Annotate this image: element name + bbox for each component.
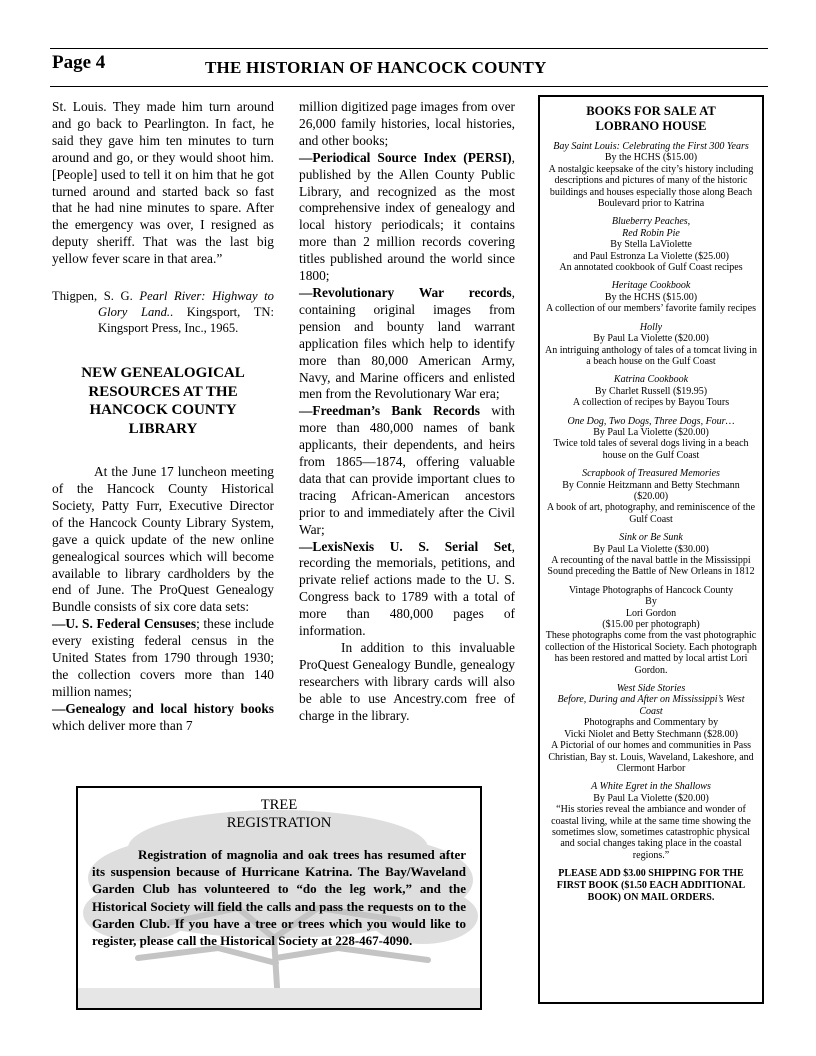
book-title: Scrapbook of Treasured Memories: [582, 468, 720, 480]
book-detail: An intriguing anthology of tales of a tomcat living in a beach house on the Gulf Coast: [545, 344, 757, 367]
book-detail: Lori Gordon: [625, 607, 677, 619]
resource-description: , containing original images from pension and bounty land warrant application files which help to identify more than 80,000 American Army, Navy, and Marine officers and enlisted men from the Revolutionary War era;: [299, 284, 515, 402]
book-detail: A collection of recipes by Bayou Tours: [572, 397, 730, 409]
book-detail: An annotated cookbook of Gulf Coast recipes: [559, 262, 743, 274]
book-detail: By Charlet Russell ($19.95): [594, 385, 708, 397]
resource-description: , recording the memorials, petitions, and private relief actions made to the U. S. Congress back to 1789 with a total of more than 480,000 pages of information.: [299, 538, 515, 639]
book-title: Heritage Cookbook: [611, 280, 691, 292]
resource-description: with more than 480,000 names of bank applicants, their dependents, and heirs from 1865—1874, offering valuable data that can provide important clues to tracing African-American ancestors prior to and immediately after the Civil War;: [299, 403, 516, 537]
book-entry: [545, 781, 757, 861]
biblio-title: Pearl River: Highway to Glory Land.: [98, 289, 274, 320]
resource-item: [299, 539, 515, 640]
book-detail: ($15.00 per photograph): [602, 619, 700, 631]
article-paragraph: At the June 17 luncheon meeting of the Hancock County Historical Society, Patty Furr, Executive Director of the Hancock County Library System, gave a quick update of the new online genealogical sources which will become available to library cardholders by the end of June. The ProQuest Genealogy Bundle consists of six core data sets:: [52, 464, 274, 615]
book-entry: [545, 322, 757, 368]
resource-item: [52, 701, 274, 735]
books-title-line: LOBRANO HOUSE: [595, 119, 707, 133]
book-title: Holly: [639, 321, 663, 333]
story-continuation: St. Louis. They made him turn around and go back to Pearlington. In fact, he said they gave him ten minutes to turn around and go, or they would shoot him. [People] used to tell it on him that he got turned around and started back so fast that he had nine minutes to spare. After the emergency was over, I resigned as deputy sheriff. That was the last big yellow fever scare in that area.”: [52, 99, 274, 267]
resource-name: —Freedman’s Bank Records: [299, 403, 480, 419]
biblio-publisher: . Kingsport, TN: Kingsport Press, Inc., 1965.: [98, 305, 275, 336]
resource-name: —LexisNexis U. S. Serial Set: [299, 538, 512, 554]
heading-line: RESOURCES AT THE: [88, 383, 238, 400]
newsletter-title: THE HISTORIAN OF HANCOCK COUNTY: [205, 58, 547, 77]
book-entry: [545, 280, 757, 314]
resource-name: —U. S. Federal Censuses: [52, 616, 197, 632]
heading-line: LIBRARY: [128, 420, 198, 437]
heading-line: HANCOCK COUNTY: [89, 402, 237, 419]
books-for-sale-box: [538, 95, 764, 1004]
book-detail: Photographs and Commentary by: [583, 717, 719, 729]
header-rule-bottom: [50, 86, 768, 87]
book-detail: These photographs come from the vast photographic collection of the Historical Society. Each photograph has been restored and matted by local artist Lori Gordon.: [545, 630, 757, 676]
book-title: One Dog, Two Dogs, Three Dogs, Four…: [567, 415, 735, 427]
book-entry: [545, 468, 757, 525]
book-detail: By the HCHS ($15.00): [604, 152, 698, 164]
book-detail: and Paul Estronza La Violette ($25.00): [573, 250, 729, 262]
resource-item: [299, 285, 515, 403]
biblio-author: Thigpen, S. G.: [52, 289, 140, 304]
article-heading: [52, 364, 274, 438]
book-detail: A collection of our members’ favorite family recipes: [545, 303, 756, 315]
shipping-note: PLEASE ADD $3.00 SHIPPING FOR THE FIRST BOOK ($1.50 EACH ADDITIONAL BOOK) ON MAIL ORDERS.: [556, 868, 746, 904]
books-box-title: [545, 104, 757, 134]
tree-registration-title: [78, 796, 480, 832]
book-title: Blueberry Peaches,: [611, 216, 691, 228]
book-detail: By Paul La Violette ($20.00): [593, 333, 709, 345]
book-entry: [545, 141, 757, 209]
article-paragraph: In addition to this invaluable ProQuest Genealogy Bundle, genealogy researchers with library cards will also be able to use Ancestry.com free of charge in the library.: [299, 640, 515, 723]
book-detail: By Connie Heitzmann and Betty Stechmann ($20.00): [562, 479, 740, 502]
book-detail: Vicki Niolet and Betty Stechmann ($28.00): [564, 728, 738, 740]
resource-item: [299, 150, 515, 285]
book-entry: [545, 585, 757, 676]
book-detail: A book of art, photography, and reminiscence of the Gulf Coast: [546, 502, 756, 525]
tree-registration-box: [76, 786, 482, 1010]
book-entry: [545, 374, 757, 408]
resource-name: —Genealogy and local history books: [52, 700, 274, 716]
book-entry: [545, 683, 757, 774]
book-entry: [545, 532, 757, 578]
resource-item: [299, 403, 515, 538]
tree-title-line: TREE: [260, 797, 298, 813]
book-detail: Vintage Photographs of Hancock County: [568, 584, 734, 596]
book-title: Bay Saint Louis: Celebrating the First 300 Years: [553, 141, 749, 152]
resource-name: —Periodical Source Index (PERSI): [299, 149, 512, 165]
resource-description: which deliver more than 7: [52, 717, 193, 733]
book-title: A White Egret in the Shallows: [591, 781, 711, 793]
resource-item: [52, 616, 274, 701]
column-middle: [299, 99, 515, 725]
resource-description: , published by the Allen County Public Library, and recognized as the most comprehensive index of genealogy and local history periodicals; it contains more than 2 million records covering titles published around the world since 1800;: [299, 149, 515, 284]
book-detail: By Stella LaViolette: [610, 239, 692, 251]
book-detail: By Paul La Violette ($20.00): [593, 426, 709, 438]
header-rule-top: [50, 48, 768, 49]
book-detail: A recounting of the naval battle in the Mississippi Sound preceding the Battle of New Orleans in 1812: [547, 555, 755, 578]
book-detail: By the HCHS ($15.00): [604, 291, 698, 303]
book-detail: By Paul La Violette ($20.00): [593, 792, 709, 804]
book-subtitle: Red Robin Pie: [622, 227, 680, 239]
page-number: Page 4: [52, 52, 106, 73]
book-detail: Twice told tales of several dogs living in a beach house on the Gulf Coast: [553, 438, 749, 461]
article-paragraph: million digitized page images from over 26,000 family histories, local histories, and other books;: [299, 99, 515, 148]
book-entry: [545, 216, 757, 273]
column-left: [52, 99, 274, 735]
books-list: [545, 141, 757, 861]
books-title-line: BOOKS FOR SALE AT: [586, 104, 716, 118]
book-subtitle: Before, During and After on Mississippi’s West Coast: [557, 694, 745, 717]
book-detail: “His stories reveal the ambiance and wonder of coastal living, while at the same time showing the sometimes slow, sometimes catastrophic physical and social changes taking place in the coastal regions.”: [551, 804, 751, 861]
book-detail: A nostalgic keepsake of the city’s history including descriptions and pictures of many of the historic buildings and houses especially those along Beach Boulevard prior to Katrina: [548, 163, 754, 210]
book-title: West Side Stories: [616, 683, 686, 695]
tree-registration-text: Registration of magnolia and oak trees has resumed after its suspension because of Hurricane Katrina. The Bay/Waveland Garden Club has volunteered to “do the leg work,” and the Historical Society will field the calls and pass the requests on to the Garden Club. If you have a tree or trees which you would like to register, please call the Historical Society at 228-467-4090.: [92, 847, 466, 949]
book-title: Katrina Cookbook: [613, 374, 689, 386]
book-detail: A Pictorial of our homes and communities in Pass Christian, Bay st. Louis, Waveland, Lakeshore, and Clermont Harbor: [548, 740, 754, 774]
book-detail: By Paul La Violette ($30.00): [593, 543, 709, 555]
resource-name: —Revolutionary War records: [299, 284, 512, 300]
book-title: Sink or Be Sunk: [619, 532, 683, 544]
book-detail: By: [645, 596, 657, 608]
heading-line: NEW GENEALOGICAL: [81, 365, 245, 382]
bibliography-entry: [52, 288, 274, 336]
book-entry: [545, 416, 757, 462]
tree-title-line: REGISTRATION: [226, 815, 332, 831]
resource-description: ; these include every existing federal census in the United States from 1790 through 1930; the collection covers more than 140 million names;: [52, 616, 274, 699]
